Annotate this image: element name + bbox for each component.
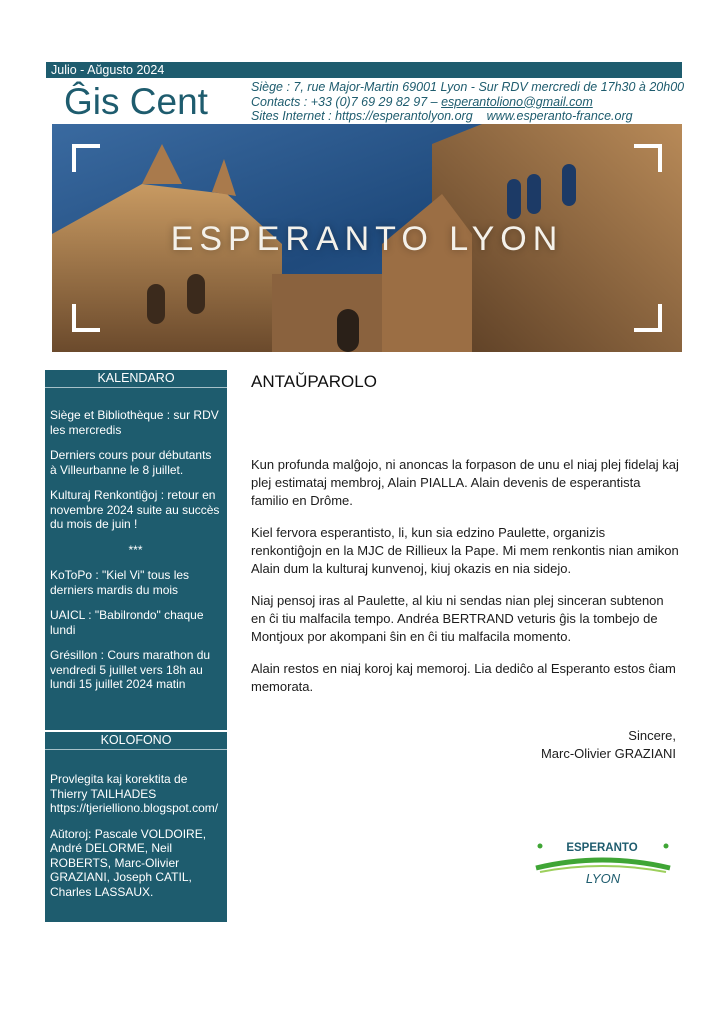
site-link-primary[interactable]: Sites Internet : https://esperantolyon.org: [251, 109, 473, 123]
author-name: Marc-Olivier GRAZIANI: [540, 746, 676, 761]
site-link-secondary[interactable]: www.esperanto-france.org: [486, 109, 633, 123]
kolofono-item: Aŭtoroj: Pascale VOLDOIRE, André DELORME, Neil ROBERTS, Marc-Olivier GRAZIANI, Joseph CATIL, Charles LASSAUX.: [50, 826, 207, 899]
hero-banner: [52, 124, 682, 352]
closing-word: Sincere,: [628, 728, 676, 743]
contacts-line: [251, 95, 684, 110]
article-body: [251, 456, 679, 710]
header-contact-block: [251, 80, 684, 124]
logo-city: LYON: [585, 871, 621, 886]
kalendaro-item: Derniers cours pour débutants à Villeurbanne le 8 juillet.: [50, 448, 212, 477]
article-paragraph: Niaj pensoj iras al Paulette, al kiu ni sendas nian plej sinceran subtenon en ĉi tiu malfacila tempo. Andréa BERTRAND veturis ĝis la tombejo de Montjoux por akompani ŝin en ĉi tiu malfacila momento.: [251, 593, 664, 644]
separator-stars: ***: [128, 542, 143, 557]
kalendaro-item: Grésillon : Cours marathon du vendredi 5 juillet vers 18h au lundi 15 juillet 2024 matin: [50, 648, 211, 691]
esperanto-lyon-logo: [532, 838, 674, 890]
kalendaro-panel: [45, 370, 227, 730]
date-band: [46, 62, 682, 78]
kolofono-item: Provlegita kaj korektita de Thierry TAILHADES https://tjerielliono.blogspot.com/: [50, 772, 219, 815]
issue-date: Julio - Aŭgusto 2024: [51, 63, 165, 77]
kalendaro-list: [45, 388, 227, 709]
article-title: ANTAŬPAROLO: [251, 372, 377, 391]
kolofono-list: [45, 750, 227, 916]
article-paragraph: Kun profunda malĝojo, ni anoncas la forpason de unu el niaj plej fidelaj kaj plej estimataj membroj, Alain PIALLA. Alain devenis de esperantista familio en Drôme.: [251, 457, 679, 508]
kalendaro-item: UAICL : "Babilrondo" chaque lundi: [50, 608, 204, 637]
kalendaro-heading: KALENDARO: [45, 370, 227, 388]
contacts-phone: Contacts : +33 (0)7 69 29 82 97 –: [251, 94, 438, 109]
kolofono-panel: [45, 732, 227, 922]
sites-line: [251, 109, 684, 124]
kolofono-heading: KOLOFONO: [45, 732, 227, 750]
address-line: Siège : 7, rue Major-Martin 69001 Lyon - Sur RDV mercredi de 17h30 à 20h00: [251, 80, 685, 94]
kalendaro-item: KoToPo : "Kiel Vi" tous les derniers mardis du mois: [50, 568, 190, 597]
kalendaro-item: Kulturaj Renkontiĝoj : retour en novembre 2024 suite au succès du mois de juin !: [50, 488, 220, 531]
signature-block: [541, 727, 676, 763]
logo-word: ESPERANTO: [566, 842, 638, 854]
newsletter-title: Ĝis Cent: [64, 81, 208, 122]
article-paragraph: Kiel fervora esperantisto, li, kun sia edzino Paulette, organizis renkontiĝojn en la MJC de Rillieux la Pape. Mi mem renkontis nian amikon Alain dum la kulturaj kunvenoj, kiuj okazis en nia sidejo.: [251, 525, 679, 576]
hero-title: ESPERANTO LYON: [170, 220, 564, 258]
article-paragraph: Alain restos en niaj koroj kaj memoroj. Lia dediĉo al Esperanto estos ĉiam memorata.: [251, 661, 676, 694]
kalendaro-item: Siège et Bibliothèque : sur RDV les mercredis: [50, 408, 219, 437]
contact-email-link[interactable]: esperantoliono@gmail.com: [441, 94, 593, 109]
